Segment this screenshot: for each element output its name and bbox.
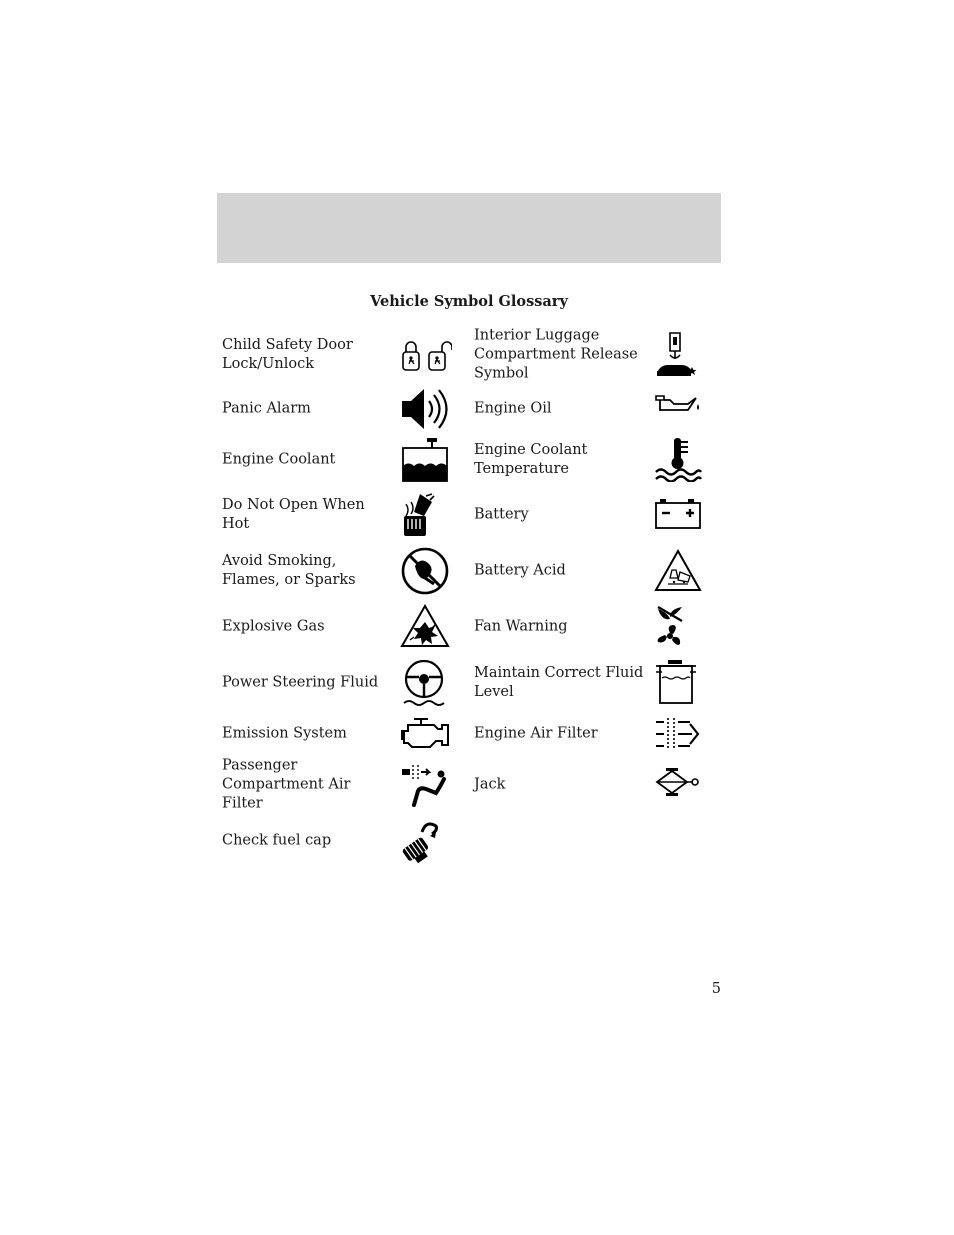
symbol-label: Avoid Smoking, Flames, or Sparks — [222, 553, 356, 588]
page-number: 5 — [711, 981, 721, 997]
fuel-cap-icon — [400, 818, 444, 864]
header-bar — [217, 193, 721, 263]
symbol-label: Check fuel cap — [222, 832, 332, 849]
cabin-air-filter-icon — [400, 761, 450, 809]
battery-acid-warning-icon — [654, 548, 702, 592]
air-filter-icon — [654, 716, 702, 752]
symbol-label: Engine Coolant — [222, 451, 336, 468]
symbol-label: Power Steering Fluid — [222, 674, 379, 691]
symbol-label: Maintain Correct Fluid Level — [474, 665, 644, 700]
symbol-label: Child Safety Door Lock/Unlock — [222, 337, 353, 372]
symbol-label: Emission System — [222, 725, 347, 742]
fan-warning-icon — [654, 603, 688, 649]
trunk-release-icon — [654, 331, 698, 379]
symbol-label: Explosive Gas — [222, 618, 325, 635]
symbol-label: Engine Oil — [474, 400, 552, 417]
symbol-label: Engine Coolant Temperature — [474, 442, 588, 477]
fluid-level-icon — [654, 658, 698, 706]
symbol-label: Passenger Compartment Air Filter — [222, 757, 351, 812]
jack-icon — [654, 767, 702, 797]
speaker-icon — [400, 387, 452, 431]
symbol-label: Battery Acid — [474, 562, 566, 579]
symbol-label: Battery — [474, 506, 529, 523]
explosive-gas-icon — [400, 604, 450, 648]
coolant-temperature-icon — [654, 436, 702, 482]
no-smoking-icon — [400, 546, 450, 596]
symbol-label: Interior Luggage Compartment Release Symbol — [474, 327, 638, 382]
coolant-reservoir-icon — [400, 436, 452, 484]
engine-icon — [400, 716, 452, 752]
child-lock-icon — [400, 338, 452, 374]
page-title: Vehicle Symbol Glossary — [370, 293, 568, 310]
symbol-label: Do Not Open When Hot — [222, 497, 365, 532]
hot-cap-icon — [400, 492, 436, 538]
oil-can-icon — [654, 392, 702, 418]
symbol-label: Jack — [474, 776, 506, 793]
symbol-label: Panic Alarm — [222, 400, 311, 417]
symbol-label: Fan Warning — [474, 618, 568, 635]
symbol-label: Engine Air Filter — [474, 725, 598, 742]
battery-icon — [654, 498, 702, 530]
steering-wheel-icon — [400, 659, 450, 707]
